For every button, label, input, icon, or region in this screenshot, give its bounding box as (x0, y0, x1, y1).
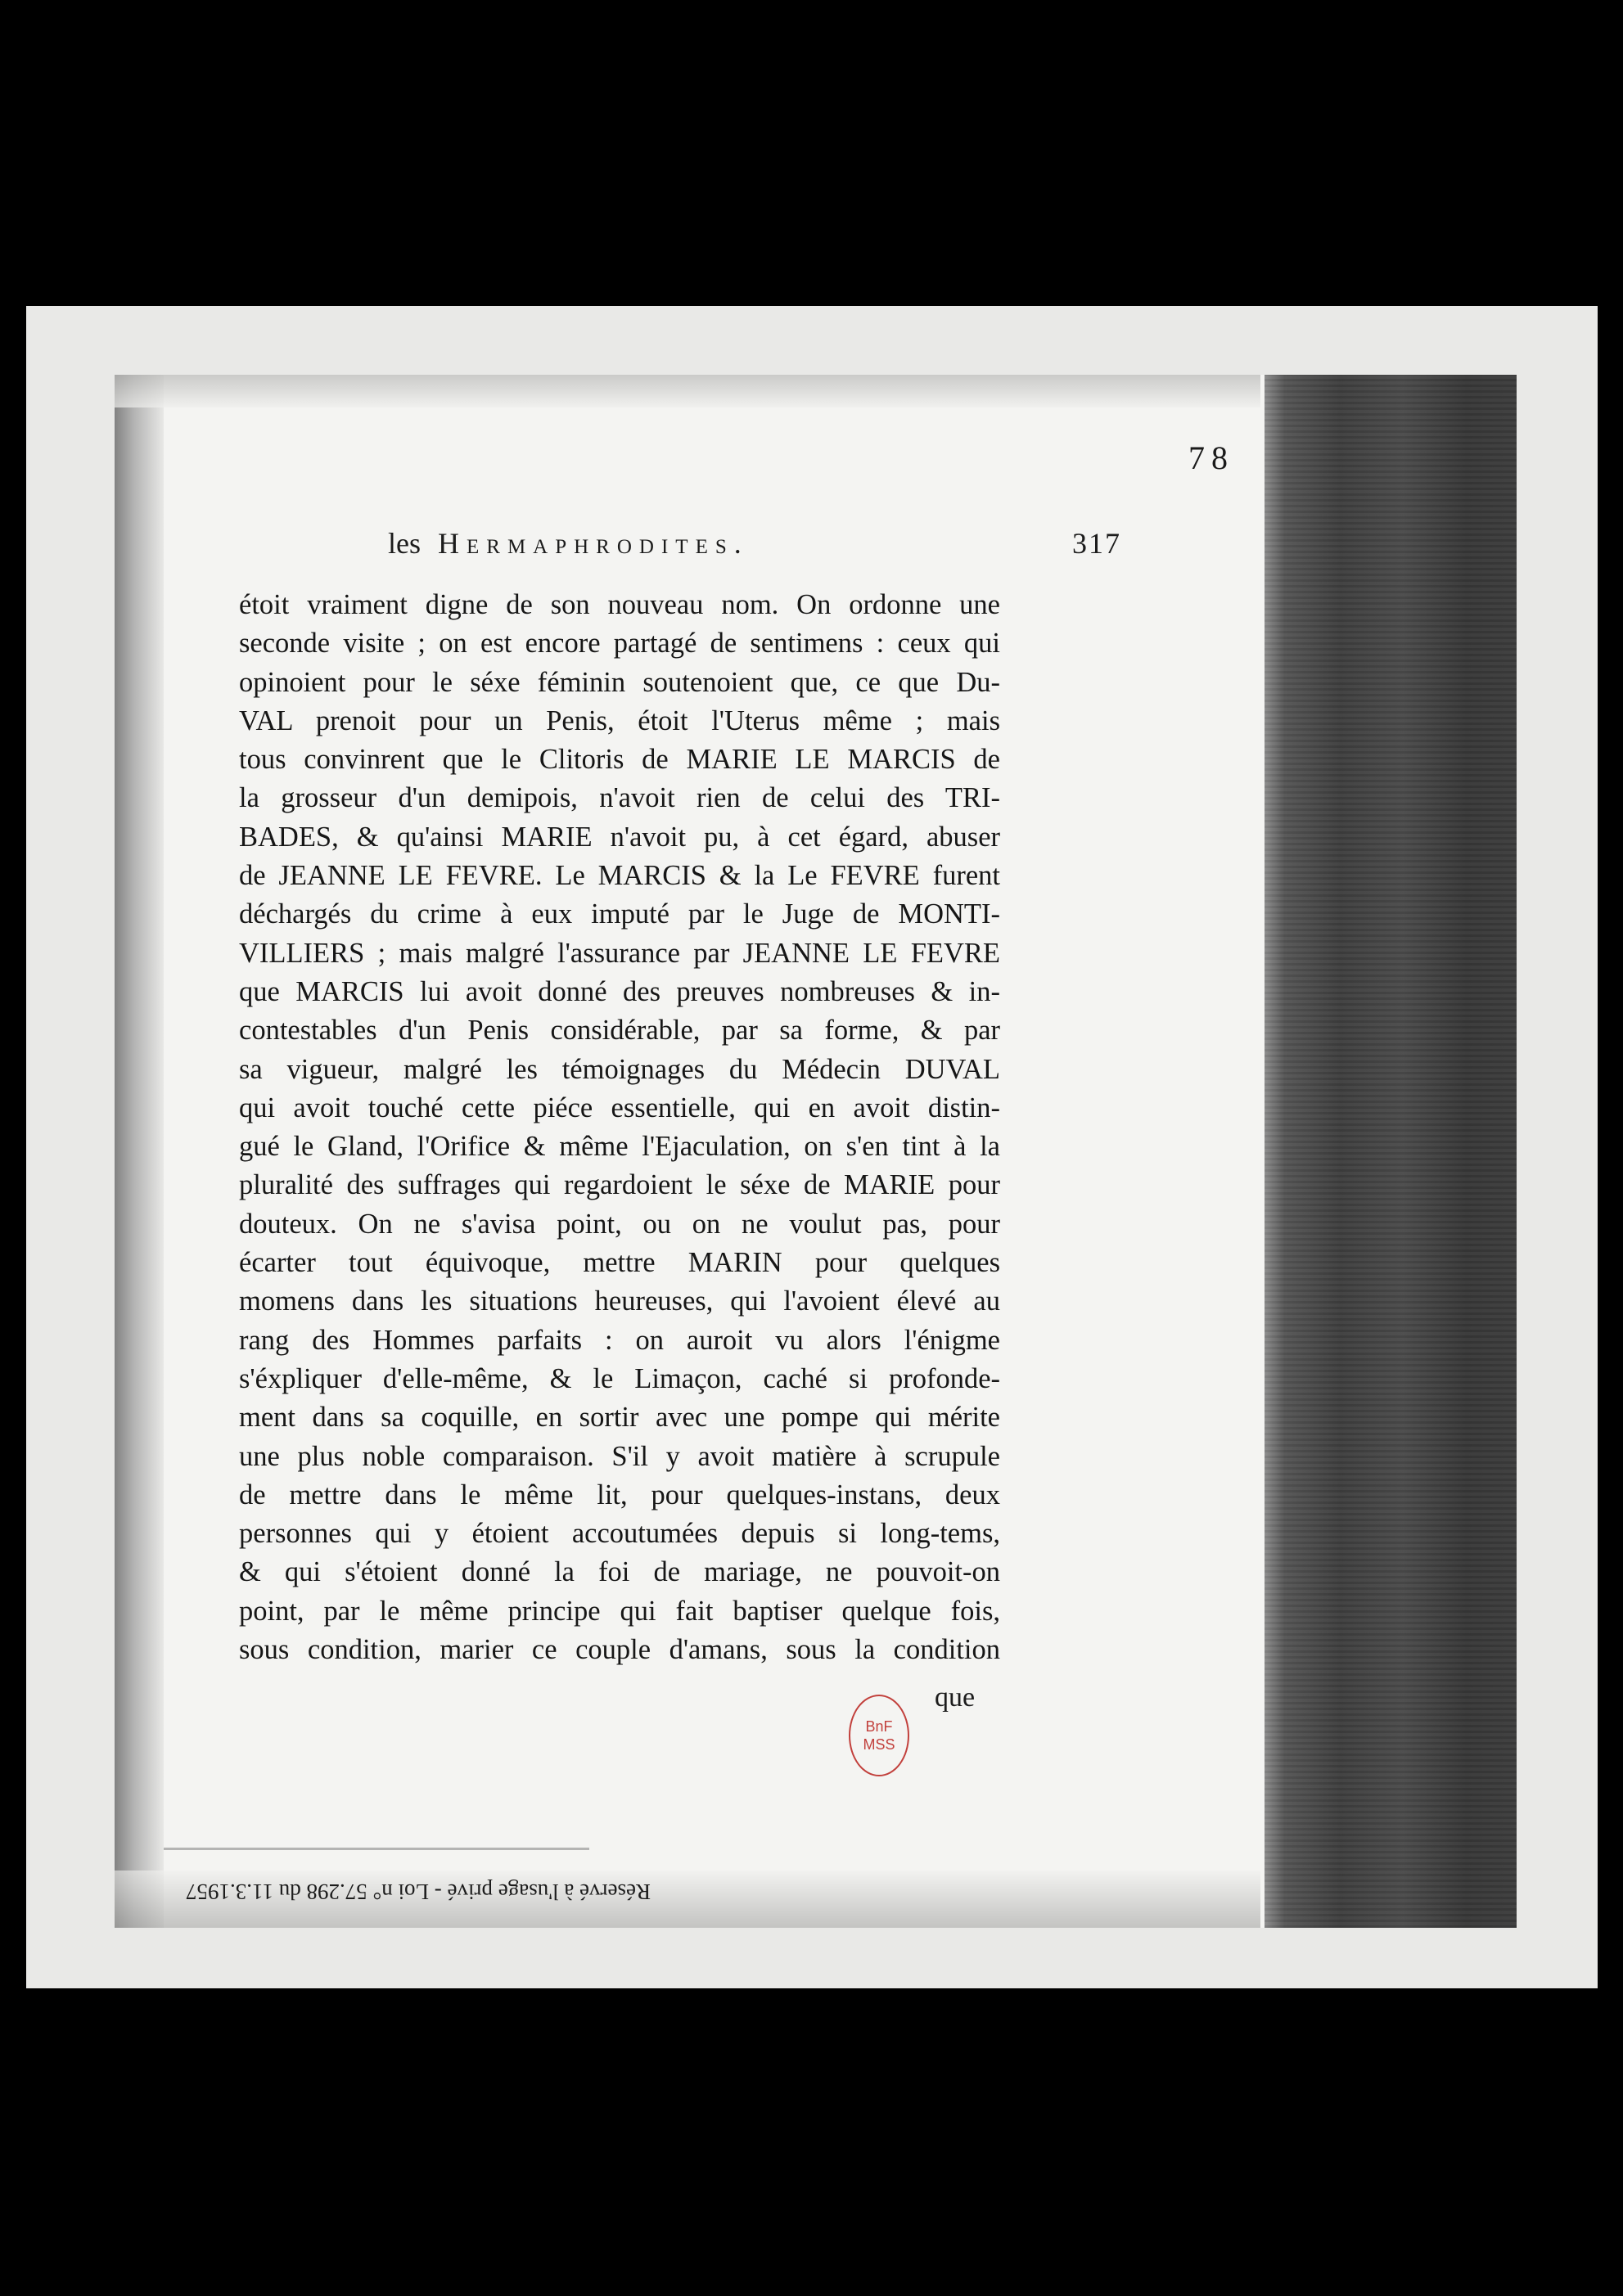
text-line: une plus noble comparaison. S'il y avoit matière à scrupule (239, 1440, 1000, 1472)
text-line: que MARCIS lui avoit donné des preuves nombreuses & in- (239, 975, 1000, 1007)
reserve-notice: Réservé à l'usage privé - Loi n° 57.298 du 11.3.1957 (185, 1880, 651, 1904)
scanned-page (115, 375, 1517, 1928)
bnf-library-stamp (849, 1695, 909, 1776)
left-edge-shadow (115, 375, 164, 1928)
text-line: qui avoit touché cette piéce essentielle, qui en avoit distin- (239, 1092, 1000, 1123)
text-line: seconde visite ; on est encore partagé de sentimens : ceux qui (239, 628, 1000, 660)
text-line: personnes qui y étoient accoutumées depuis si long-tems, (239, 1518, 1000, 1550)
printed-folio: 317 (1072, 527, 1121, 560)
text-line: de mettre dans le même lit, pour quelques-instans, deux (239, 1479, 1000, 1510)
catchword: que (935, 1682, 976, 1713)
text-line: étoit vraiment digne de son nouveau nom. On ordonne une (239, 589, 1000, 620)
text-line: gué le Gland, l'Orifice & même l'Ejaculation, on s'en tint à la (239, 1131, 1000, 1163)
text-line: contestables d'un Penis considérable, par sa forme, & par (239, 1015, 1000, 1047)
text-line: déchargés du crime à eux imputé par le Juge de MONTI- (239, 898, 1000, 930)
archive-page-number: 78 (1188, 439, 1234, 476)
text-line: de JEANNE LE FEVRE. Le MARCIS & la Le FEVRE furent (239, 860, 1000, 892)
running-head (388, 526, 1125, 560)
text-line: rang des Hommes parfaits : on auroit vu alors l'énigme (239, 1324, 1000, 1356)
text-line: VAL prenoit pour un Penis, étoit l'Uterus même ; mais (239, 705, 1000, 736)
text-line: opinoient pour le séxe féminin soutenoient que, ce que Du- (239, 666, 1000, 698)
body-text (239, 586, 1000, 1669)
scratch-line (164, 1848, 589, 1850)
text-line: ment dans sa coquille, en sortir avec une pompe qui mérite (239, 1402, 1000, 1434)
text-line: momens dans les situations heureuses, qui l'avoient élevé au (239, 1285, 1000, 1317)
text-line: sous condition, marier ce couple d'amans, sous la condition (239, 1634, 1000, 1666)
text-line: BADES, & qu'ainsi MARIE n'avoit pu, à cet égard, abuser (239, 821, 1000, 853)
running-head-prefix: les (388, 527, 421, 560)
stamp-line-2: MSS (863, 1736, 895, 1753)
text-line: pluralité des suffrages qui regardoient le séxe de MARIE pour (239, 1169, 1000, 1201)
text-line: écarter tout équivoque, mettre MARIN pour quelques (239, 1247, 1000, 1279)
text-line: douteux. On ne s'avisa point, ou on ne voulut pas, pour (239, 1208, 1000, 1240)
running-head-title: Hermaphrodites. (438, 527, 749, 560)
facing-page-shadow (1265, 375, 1517, 1928)
text-line: VILLIERS ; mais malgré l'assurance par JEANNE LE FEVRE (239, 937, 1000, 969)
text-line: tous convinrent que le Clitoris de MARIE LE MARCIS de (239, 744, 1000, 776)
stamp-line-1: BnF (865, 1718, 893, 1735)
text-line: s'éxpliquer d'elle-même, & le Limaçon, caché si profonde- (239, 1362, 1000, 1394)
text-line: & qui s'étoient donné la foi de mariage, ne pouvoit-on (239, 1556, 1000, 1588)
text-line: sa vigueur, malgré les témoignages du Médecin DUVAL (239, 1053, 1000, 1085)
text-line: point, par le même principe qui fait baptiser quelque fois, (239, 1595, 1000, 1627)
top-edge-shadow (115, 375, 1260, 407)
text-line: la grosseur d'un demipois, n'avoit rien de celui des TRI- (239, 782, 1000, 814)
